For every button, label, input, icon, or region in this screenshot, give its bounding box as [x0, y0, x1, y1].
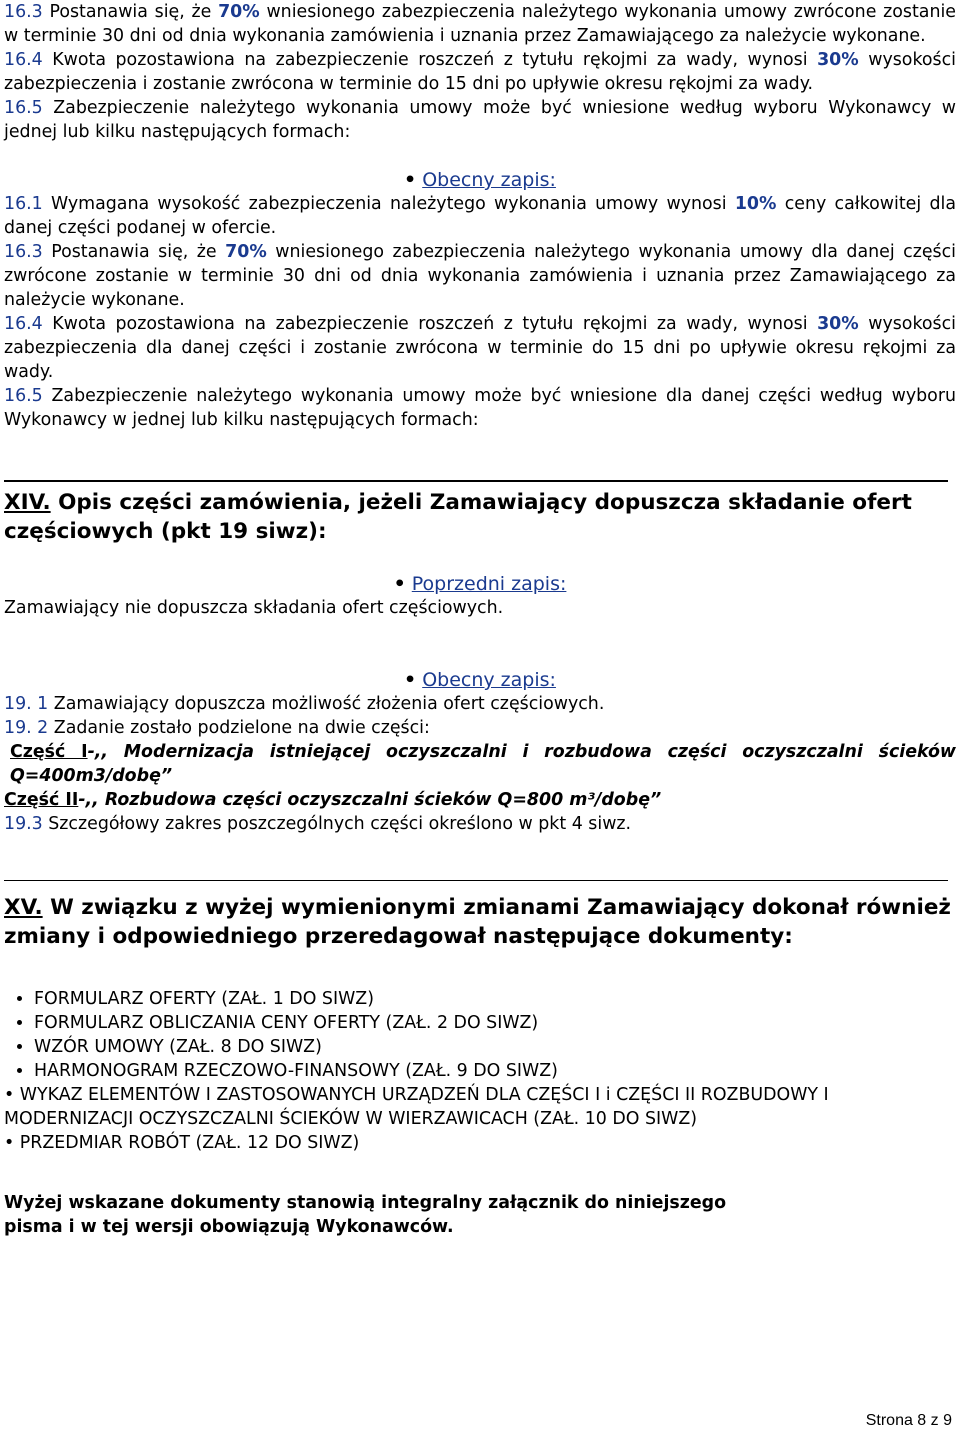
paragraph-19-1: [4, 692, 956, 716]
percent-value: 30%: [817, 314, 859, 334]
paragraph-number: 16.3: [4, 242, 43, 262]
part-text: -,, Modernizacja istniejącej oczyszczalni i rozbudowa części oczyszczalni ścieków Q=400m3/dobę”: [10, 742, 956, 786]
paragraph-text: Zabezpieczenie należytego wykonania umowy może być wniesione dla danej części według wyboru Wykonawcy w jednej lub kilku następujących formach:: [4, 386, 956, 430]
paragraph-text: Wymagana wysokość zabezpieczenia należytego wykonania umowy wynosi: [42, 194, 735, 214]
paragraph-number: 16.3: [4, 2, 43, 22]
paragraph-16-5-current: [4, 384, 956, 432]
paragraph-16-4-current: [4, 312, 956, 384]
paragraph-number: 16.4: [4, 50, 43, 70]
paragraph-number: 16.5: [4, 386, 43, 406]
paragraph-16-4: [4, 48, 956, 96]
part-text: -,, Rozbudowa części oczyszczalni ścieków Q=800 m³/dobę”: [78, 790, 662, 810]
document-list: [4, 987, 956, 1083]
section-xv-title: [4, 893, 956, 951]
percent-value: 10%: [734, 194, 777, 214]
section-title-text: W związku z wyżej wymienionymi zmianami Zamawiający dokonał również zmiany i odpowiedniego przeredagował następujące dokumenty:: [4, 895, 951, 949]
paragraph-text: wniesionego zabezpieczenia należytego wykonania umowy dla danej części zwrócone zostanie w terminie 30 dni od dnia wykonania zamówienia i uznania przez Zamawiającego za należycie wykonane.: [4, 242, 956, 310]
bullet-icon: •: [404, 169, 417, 191]
list-item: • FORMULARZ OBLICZANIA CENY OFERTY (ZAŁ. 2 DO SIWZ): [34, 1011, 956, 1035]
part-one: [4, 740, 956, 788]
bullet-icon: •: [393, 573, 406, 595]
percent-value: 30%: [817, 50, 859, 70]
current-entry-heading: [4, 168, 956, 192]
paragraph-19-3: [4, 812, 956, 836]
paragraph-number: 19.3: [4, 814, 43, 834]
current-entry-heading-2: [4, 668, 956, 692]
bullet-icon: •: [404, 669, 417, 691]
paragraph-text: Zamawiający dopuszcza możliwość złożenia ofert częściowych.: [48, 694, 605, 714]
list-item: • HARMONOGRAM RZECZOWO-FINANSOWY (ZAŁ. 9 DO SIWZ): [34, 1059, 956, 1083]
percent-value: 70%: [218, 2, 260, 22]
list-item-extra: • PRZEDMIAR ROBÓT (ZAŁ. 12 DO SIWZ): [4, 1133, 360, 1153]
paragraph-text: Kwota pozostawiona na zabezpieczenie roszczeń z tytułu rękojmi za wady, wynosi: [42, 314, 818, 334]
paragraph-number: 19. 2: [4, 718, 49, 738]
percent-value: 70%: [225, 242, 267, 262]
paragraph-text: Postanawia się, że: [42, 2, 219, 22]
list-item-extra: • WYKAZ ELEMENTÓW I ZASTOSOWANYCH URZĄDZEŃ DLA CZĘŚCI I i CZĘŚCI II ROZBUDOWY I MODERNIZACJI OCZYSZCZALNI ŚCIEKÓW W WIERZAWICACH (ZAŁ. 10 DO SIWZ): [4, 1085, 829, 1129]
page-number: Strona 8 z 9: [865, 1412, 952, 1429]
list-item: • FORMULARZ OFERTY (ZAŁ. 1 DO SIWZ): [34, 987, 956, 1011]
section-number: XIV.: [4, 490, 51, 515]
paragraph-text: Zabezpieczenie należytego wykonania umowy może być wniesione według wyboru Wykonawcy w jednej lub kilku następujących formach:: [4, 98, 956, 142]
list-item: • WZÓR UMOWY (ZAŁ. 8 DO SIWZ): [34, 1035, 956, 1059]
section-divider: [4, 480, 948, 482]
paragraph-16-3: [4, 0, 956, 48]
paragraph-number: 16.1: [4, 194, 43, 214]
section-number: XV.: [4, 895, 43, 920]
paragraph-text: Zadanie zostało podzielone na dwie części:: [48, 718, 430, 738]
part-two: [4, 788, 956, 812]
previous-entry-heading: [4, 572, 956, 596]
paragraph-16-3-current: [4, 240, 956, 312]
paragraph-19-2: [4, 716, 956, 740]
paragraph-16-1-current: [4, 192, 956, 240]
section-xiv-title: [4, 488, 956, 546]
paragraph-text: ceny całkowitej dla danej części podanej w ofercie.: [4, 194, 956, 238]
paragraph-16-5: [4, 96, 956, 144]
paragraph-number: 16.4: [4, 314, 43, 334]
paragraph-text: wysokości zabezpieczenia dla danej części i zostanie zwrócona w terminie do 15 dni po upływie okresu rękojmi za wady.: [4, 314, 956, 382]
paragraph-number: 16.5: [4, 98, 43, 118]
part-label: Część I: [10, 742, 88, 762]
previous-entry-text: Zamawiający nie dopuszcza składania ofert częściowych.: [4, 598, 504, 618]
heading-text: Poprzedni zapis:: [411, 573, 567, 595]
paragraph-text: Kwota pozostawiona na zabezpieczenie roszczeń z tytułu rękojmi za wady, wynosi: [42, 50, 818, 70]
paragraph-text: Szczegółowy zakres poszczególnych części określono w pkt 4 siwz.: [42, 814, 632, 834]
section-title-text: Opis części zamówienia, jeżeli Zamawiający dopuszcza składanie ofert częściowych (pkt 19 siwz):: [4, 490, 912, 544]
paragraph-text: wysokości zabezpieczenia i zostanie zwrócona w terminie do 15 dni po upływie okresu rękojmi za wady.: [4, 50, 956, 94]
paragraph-text: wniesionego zabezpieczenia należytego wykonania umowy zwrócone zostanie w terminie 30 dni od dnia wykonania zamówienia i uznania przez Zamawiającego za należycie wykonane.: [4, 2, 956, 46]
part-label: Część II: [4, 790, 79, 810]
heading-text: Obecny zapis:: [422, 669, 556, 691]
closing-statement: Wyżej wskazane dokumenty stanowią integralny załącznik do niniejszego pisma i w tej wersji obowiązują Wykonawców.: [4, 1193, 727, 1237]
section-divider: [4, 880, 948, 881]
paragraph-number: 19. 1: [4, 694, 49, 714]
paragraph-text: Postanawia się, że: [42, 242, 226, 262]
heading-text: Obecny zapis:: [422, 169, 556, 191]
